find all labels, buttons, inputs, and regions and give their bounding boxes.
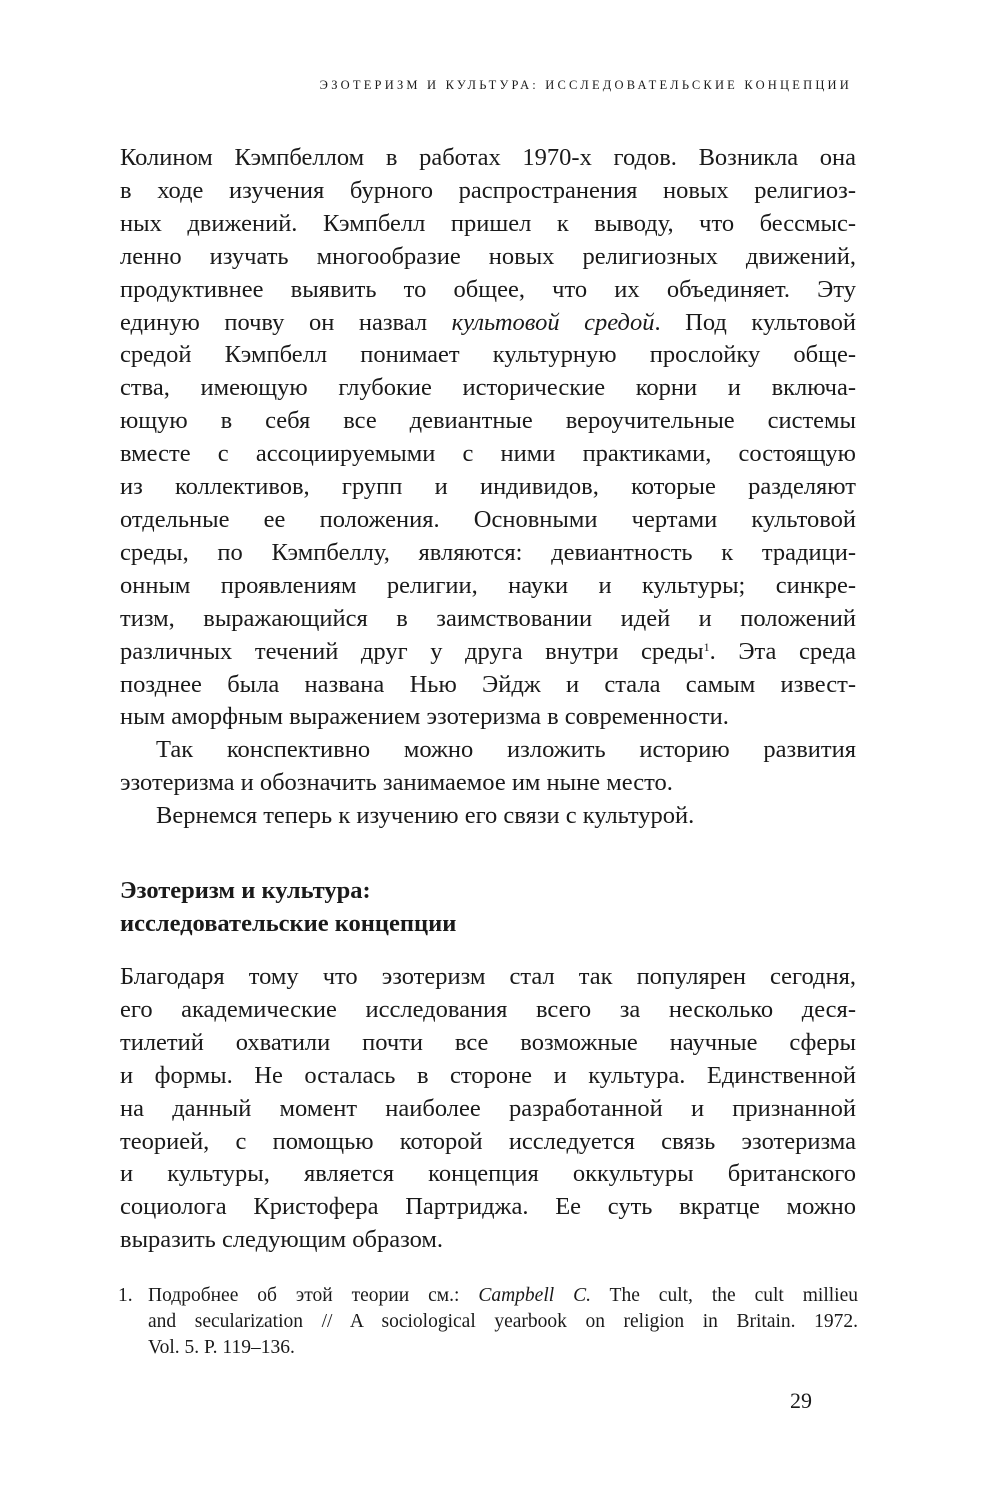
text-fragment: единую почву он назвал xyxy=(120,308,452,336)
text-line: вместе с ассоциируемыми с ними практиками, состоящую xyxy=(120,440,856,468)
text-line: ющую в себя все девиантные вероучительные системы xyxy=(120,407,856,435)
running-head: ЭЗОТЕРИЗМ И КУЛЬТУРА: ИССЛЕДОВАТЕЛЬСКИЕ КОНЦЕПЦИИ xyxy=(319,78,852,92)
text-line: позднее была названа Нью Эйдж и стала самым извест- xyxy=(120,670,856,698)
footnote-number: 1. xyxy=(118,1285,133,1306)
page-number: 29 xyxy=(790,1388,812,1413)
text-line: социолога Кристофера Партриджа. Ее суть вкратце можно xyxy=(120,1193,856,1221)
text-line: из коллективов, групп и индивидов, которые разделяют xyxy=(120,473,856,501)
text-fragment: различных течений друг у друга внутри среды xyxy=(120,637,704,665)
text-line: онным проявлениям религии, науки и культуры; синкре- xyxy=(120,571,856,599)
text-line: ным аморфным выражением эзотеризма в современности. xyxy=(120,703,729,731)
text-line: и культуры, является концепция оккультуры британского xyxy=(120,1160,856,1188)
text-line: Благодаря тому что эзотеризм стал так популярен сегодня, xyxy=(120,963,856,990)
text-line: тизм, выражающийся в заимствовании идей и положений xyxy=(120,604,856,632)
text-line: ных движений. Кэмпбелл пришел к выводу, что бессмыс- xyxy=(120,209,856,237)
body-text-block-2 xyxy=(120,961,856,1257)
text-line-with-footnote-ref xyxy=(120,636,856,669)
text-line: ства, имеющую глубокие исторические корни и включа- xyxy=(120,374,856,402)
italic-author: Campbell C. xyxy=(478,1285,591,1306)
text-line: средой Кэмпбелл понимает культурную прослойку обще- xyxy=(120,341,856,369)
paragraph-start-line: Так конспективно можно изложить историю развития xyxy=(156,736,856,764)
text-fragment: . Эта среда xyxy=(709,637,856,665)
text-line: выразить следующим образом. xyxy=(120,1226,444,1254)
footnote-line xyxy=(118,1283,858,1309)
text-line: Колином Кэмпбеллом в работах 1970-х годов. Возникла она xyxy=(120,144,856,171)
text-line: тилетий охватили почти все возможные научные сферы xyxy=(120,1028,856,1056)
body-text-block-1 xyxy=(120,142,856,833)
text-fragment: The cult, the cult millieu xyxy=(590,1285,858,1306)
text-line-with-term xyxy=(120,307,856,340)
text-line: в ходе изучения бурного распространения новых религиоз- xyxy=(120,176,856,204)
text-line: на данный момент наиболее разработанной и признанной xyxy=(120,1094,856,1122)
text-line: эзотеризма и обозначить занимаемое им ныне место. xyxy=(120,769,673,797)
text-line: среды, по Кэмпбеллу, являются: девиантность к традици- xyxy=(120,538,856,566)
italic-term: культовой средой xyxy=(451,308,655,336)
text-line: отдельные ее положения. Основными чертами культовой xyxy=(120,505,856,533)
text-line: и формы. Не осталась в стороне и культура. Единственной xyxy=(120,1061,856,1089)
text-line: его академические исследования всего за несколько деся- xyxy=(120,995,856,1023)
text-line: продуктивнее выявить то общее, что их объединяет. Эту xyxy=(120,275,856,303)
heading-line: Эзотеризм и культура: xyxy=(120,877,371,904)
text-line: ленно изучать многообразие новых религиозных движений, xyxy=(120,242,856,270)
footnote-reference[interactable]: 1 xyxy=(703,639,710,654)
heading-line: исследовательские концепции xyxy=(120,910,457,937)
text-fragment: Подробнее об этой теории см.: xyxy=(148,1285,479,1306)
text-line: теорией, с помощью которой исследуется связь эзотеризма xyxy=(120,1127,856,1155)
footnote xyxy=(118,1283,858,1361)
footnote-line: Vol. 5. P. 119–136. xyxy=(148,1337,295,1358)
text-fragment: . Под культовой xyxy=(654,308,856,336)
section-heading xyxy=(120,874,856,940)
footnote-line: and secularization // A sociological yearbook on religion in Britain. 1972. xyxy=(148,1311,858,1332)
paragraph-start-line: Вернемся теперь к изучению его связи с культурой. xyxy=(156,802,695,830)
